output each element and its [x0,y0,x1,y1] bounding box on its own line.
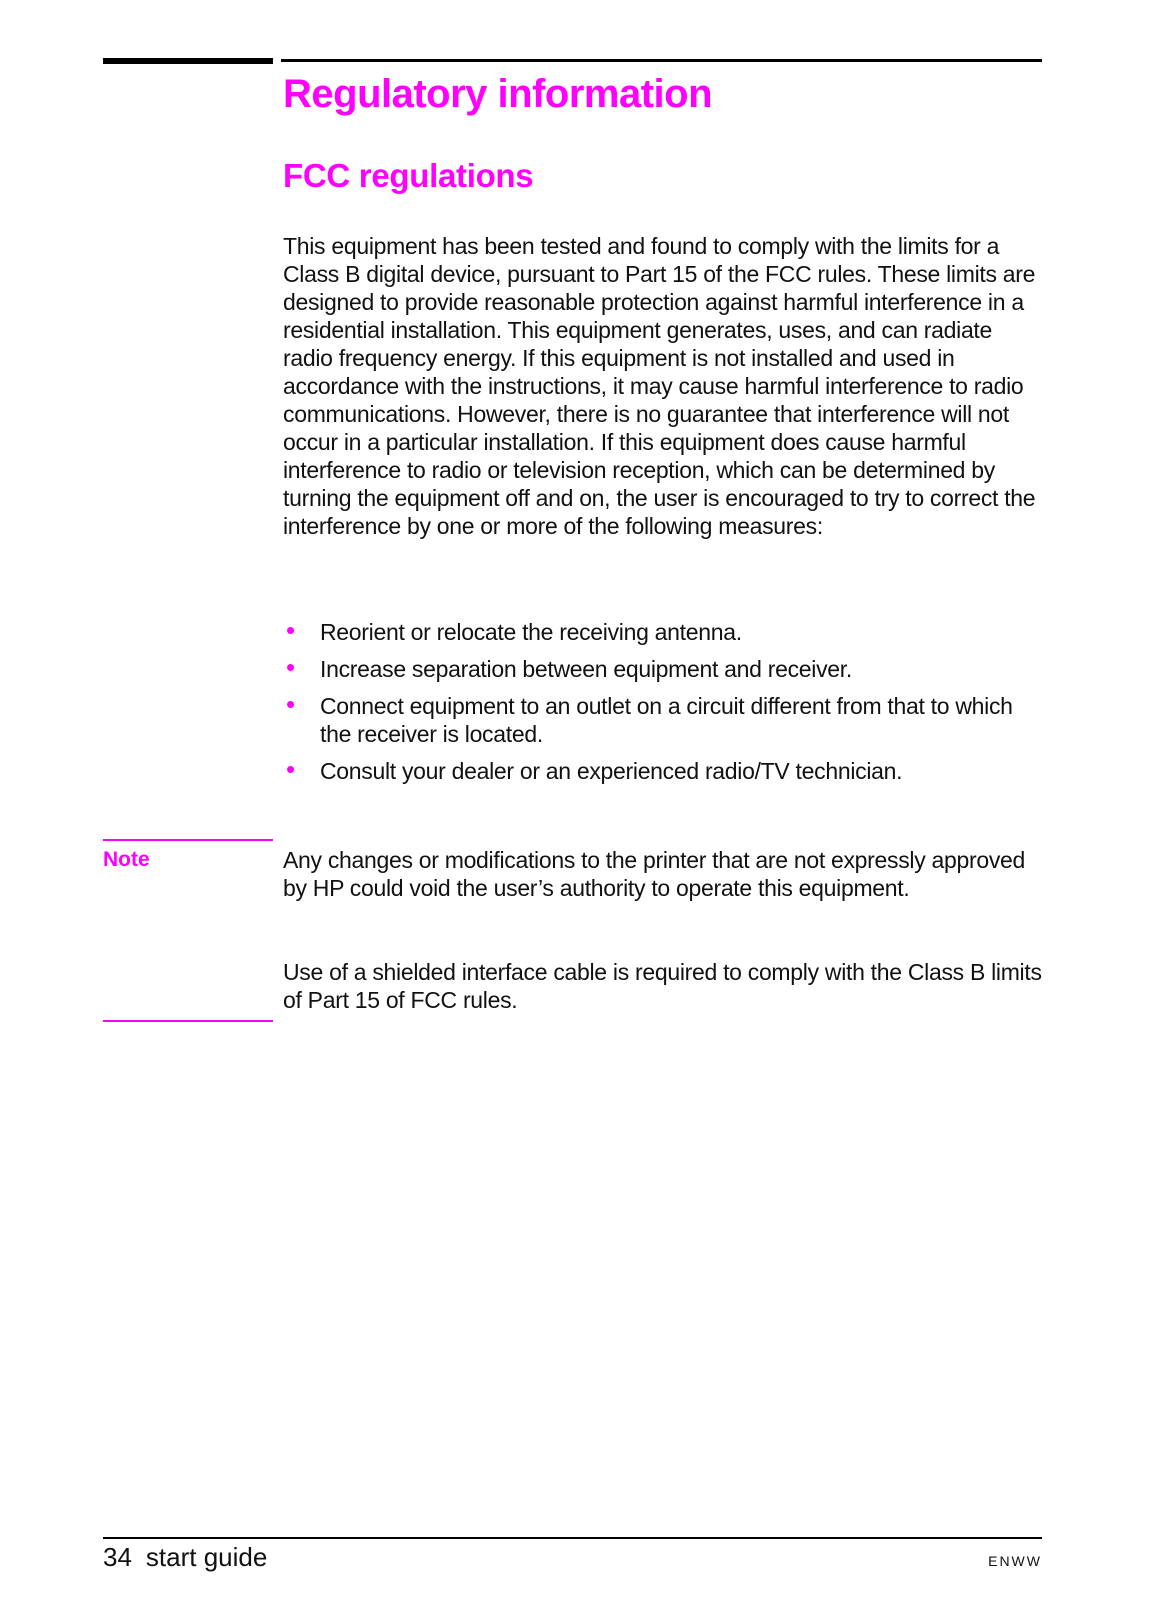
list-item [283,754,1043,785]
header-rule-right [281,59,1042,62]
note-paragraph-2: Use of a shielded interface cable is required to comply with the Class B limits of Part 15 of FCC rules. [283,959,1042,1013]
list-item [283,652,1043,683]
list-item [283,615,1043,646]
intro-paragraph: This equipment has been tested and found to comply with the limits for a Class B digital device, pursuant to Part 15 of the FCC rules. These limits are designed to provide reasonable protection against harmful interference in a residential installation. This equipment generates, uses, and can radiate radio frequency energy. If this equipment is not installed and used in accordance with the instructions, it may cause harmful interference to radio communications. However, there is no guarantee that interference will not occur in a particular installation. If this equipment does cause harmful interference to radio or television reception, which can be determined by turning the equipment off and on, the user is encouraged to try to correct the interference by one or more of the following measures: [283,233,1036,539]
bullet-icon: • [286,615,295,645]
guide-name: start guide [145,1542,268,1572]
header-rule-left [103,58,273,64]
note-label: Note [103,848,150,871]
footer-rule [103,1537,1042,1539]
list-item-text: Reorient or relocate the receiving antenna. [320,619,742,645]
bullet-icon: • [286,754,295,784]
list-item-text: Increase separation between equipment and receiver. [320,656,852,682]
bullet-icon: • [286,689,295,719]
list-item [283,689,1043,748]
measures-list [283,615,1043,794]
page-number: 34 [103,1542,132,1572]
page-title: Regulatory information [283,72,713,116]
bullet-icon: • [286,652,295,682]
note-rule-bottom [103,1020,273,1022]
footer-code: ENWW [988,1553,1042,1569]
list-item-text: Consult your dealer or an experienced radio/TV technician. [320,758,903,784]
note-rule-top [103,839,273,841]
list-item-text: Connect equipment to an outlet on a circuit different from that to which the receiver is located. [320,693,1013,747]
footer-left [103,1542,267,1573]
note-paragraph-1: Any changes or modifications to the printer that are not expressly approved by HP could void the user’s authority to operate this equipment. [283,847,1026,901]
section-title: FCC regulations [283,157,534,194]
